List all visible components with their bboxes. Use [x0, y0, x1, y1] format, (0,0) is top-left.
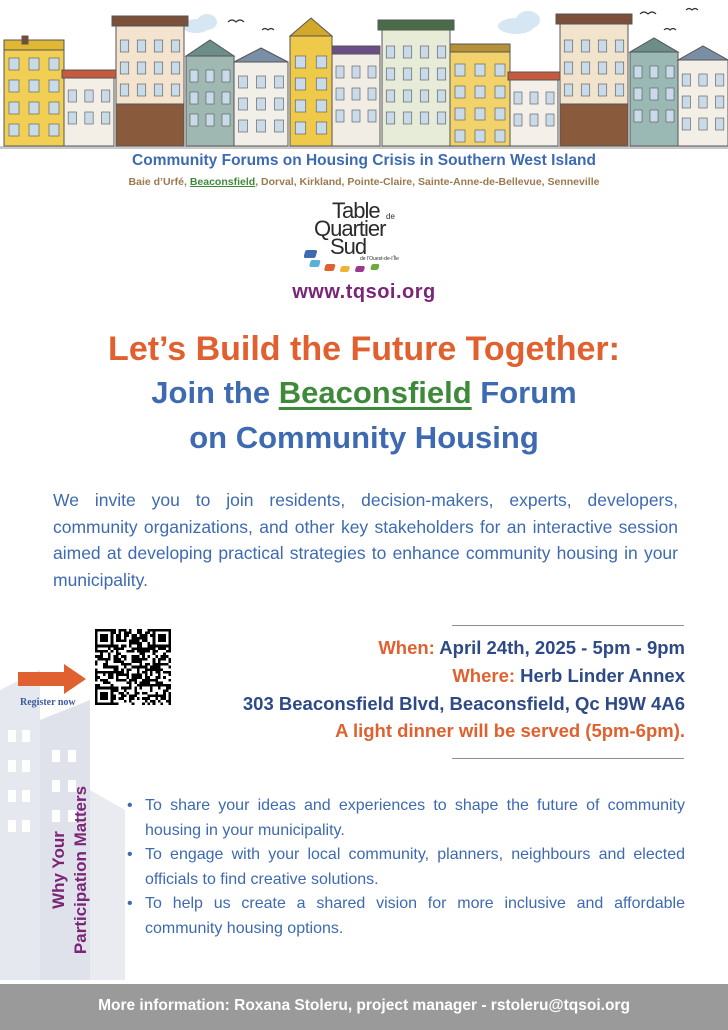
house-window — [455, 108, 465, 120]
house-window — [386, 90, 395, 102]
headline-line-2 — [0, 375, 728, 411]
footer-contact[interactable]: More information: Roxana Stoleru, project manager - rstoleru@tqsoi.org — [98, 997, 630, 1014]
house-window — [455, 64, 465, 76]
house-window — [29, 124, 39, 136]
house-window — [336, 88, 344, 100]
house-window — [581, 40, 590, 52]
house-window — [85, 90, 93, 102]
house-window — [336, 66, 344, 78]
house-window — [222, 114, 230, 126]
house-window — [420, 90, 429, 102]
house-window — [102, 112, 110, 124]
house-window — [352, 88, 360, 100]
house-window — [666, 110, 674, 122]
house-window — [206, 70, 214, 82]
house-window — [68, 90, 76, 102]
event-dinner-note: A light dinner will be served (5pm-6pm). — [335, 720, 685, 741]
house-window — [368, 88, 376, 100]
house-window — [495, 130, 505, 142]
municipalities-after: , Dorval, Kirkland, Pointe-Claire, Sainte-Anne-de-Bellevue, Senneville — [255, 176, 600, 188]
divider-top — [452, 625, 684, 626]
house-window — [368, 66, 376, 78]
event-address: 303 Beaconsfield Blvd, Beaconsfield, Qc H9W 4A6 — [242, 693, 685, 714]
house-window — [634, 88, 642, 100]
house-window — [295, 56, 306, 68]
house-window — [598, 84, 607, 96]
logo-word-table: Table — [332, 198, 380, 223]
house-window — [530, 114, 538, 126]
house-window — [257, 76, 266, 88]
house-window — [495, 108, 505, 120]
house-window — [29, 80, 39, 92]
house-window — [316, 56, 327, 68]
house-window — [403, 90, 412, 102]
where-value: Herb Linder Annex — [515, 665, 685, 686]
headline-beaconsfield: Beaconsfield — [278, 375, 472, 410]
house-window — [581, 84, 590, 96]
house-window — [316, 122, 327, 134]
house-window — [475, 64, 485, 76]
house-window — [682, 96, 690, 108]
house-window — [650, 66, 658, 78]
house-window — [9, 124, 19, 136]
house-window — [386, 46, 395, 58]
house-window — [716, 74, 724, 86]
house-window — [455, 130, 465, 142]
where-label: Where: — [452, 665, 516, 686]
house-window — [239, 76, 248, 88]
house-window — [316, 100, 327, 112]
house-window — [437, 90, 446, 102]
website-link[interactable]: www.tqsoi.org — [292, 281, 436, 303]
municipality-highlight: Beaconsfield — [189, 176, 256, 188]
house-window — [29, 58, 39, 70]
house-window — [455, 86, 465, 98]
house-window — [475, 108, 485, 120]
house-window — [49, 102, 59, 114]
house-window — [49, 80, 59, 92]
when-label: When: — [378, 637, 435, 658]
house-window — [137, 62, 146, 74]
house-window — [682, 118, 690, 130]
house-window — [154, 40, 163, 52]
house-window — [716, 96, 724, 108]
house-window — [475, 130, 485, 142]
house-window — [206, 92, 214, 104]
house-window — [29, 102, 39, 114]
house-window — [190, 114, 198, 126]
house-window — [316, 78, 327, 90]
reasons-list — [125, 794, 685, 941]
house-window — [650, 88, 658, 100]
house-window — [206, 114, 214, 126]
house-window — [137, 40, 146, 52]
house-window — [154, 84, 163, 96]
headline-line-3: on Community Housing — [189, 420, 539, 455]
headline-line-1: Let’s Build the Future Together: — [108, 330, 620, 368]
house-window — [137, 84, 146, 96]
house-window — [239, 98, 248, 110]
house-window — [171, 62, 180, 74]
headline-join: Join the — [151, 375, 279, 410]
house-window — [666, 88, 674, 100]
house-window — [634, 110, 642, 122]
forum-series-title: Community Forums on Housing Crisis in Southern West Island — [132, 152, 596, 169]
house-window — [437, 112, 446, 124]
when-value: April 24th, 2025 - 5pm - 9pm — [434, 637, 685, 658]
house-window — [403, 46, 412, 58]
house-window — [9, 102, 19, 114]
reason-item: • To engage with your local community, planners, neighbours and elected officials to find creative solutions. — [125, 843, 685, 892]
tqsoi-logo — [300, 198, 430, 278]
house-window — [615, 62, 624, 74]
logo-word-sud: Sud — [330, 234, 367, 259]
house-window — [598, 40, 607, 52]
footer-bar — [0, 984, 728, 1030]
house-window — [530, 92, 538, 104]
house-window — [171, 40, 180, 52]
house-window — [49, 58, 59, 70]
house-window — [295, 122, 306, 134]
house-window — [420, 112, 429, 124]
house-window — [68, 112, 76, 124]
house-window — [514, 114, 522, 126]
house-window — [190, 70, 198, 82]
house-window — [514, 92, 522, 104]
house-window — [171, 84, 180, 96]
house-window — [386, 68, 395, 80]
house-window — [222, 92, 230, 104]
house-window — [699, 118, 707, 130]
logo-word-de: de — [386, 212, 395, 221]
house-window — [581, 62, 590, 74]
house-window — [699, 96, 707, 108]
house-window — [403, 68, 412, 80]
house-window — [9, 58, 19, 70]
houses-illustration — [0, 0, 728, 150]
house-window — [120, 62, 129, 74]
municipalities-list — [0, 176, 728, 188]
house-window — [699, 74, 707, 86]
house-window — [120, 84, 129, 96]
event-when — [378, 637, 685, 659]
house-window — [386, 112, 395, 124]
house-window — [475, 86, 485, 98]
why-participation-heading — [40, 778, 100, 968]
reason-item: • To help us create a shared vision for more inclusive and affordable community housing options. — [125, 892, 685, 941]
house-window — [295, 78, 306, 90]
house-window — [598, 62, 607, 74]
house-window — [546, 114, 554, 126]
house-window — [120, 40, 129, 52]
house-window — [275, 76, 284, 88]
house-window — [352, 110, 360, 122]
house-window — [403, 112, 412, 124]
house-window — [634, 66, 642, 78]
house-window — [420, 46, 429, 58]
house-window — [275, 98, 284, 110]
house-window — [239, 120, 248, 132]
house-window — [9, 80, 19, 92]
house-window — [154, 62, 163, 74]
arrow-right-icon — [18, 664, 86, 694]
house-window — [437, 68, 446, 80]
house-window — [615, 84, 624, 96]
house-window — [546, 92, 554, 104]
house-window — [222, 70, 230, 82]
logo-color-dots — [304, 248, 396, 278]
house-window — [682, 74, 690, 86]
house-window — [666, 66, 674, 78]
house-window — [564, 62, 573, 74]
divider-bottom — [452, 758, 684, 759]
house-window — [716, 118, 724, 130]
house-window — [102, 90, 110, 102]
why-line-1: Why Your — [49, 831, 68, 909]
house-window — [295, 100, 306, 112]
why-line-2: Participation Matters — [71, 785, 90, 955]
house-window — [275, 120, 284, 132]
house-window — [650, 110, 658, 122]
qr-code[interactable] — [95, 629, 171, 705]
house-window — [190, 92, 198, 104]
house-window — [257, 120, 266, 132]
register-now-label[interactable]: Register now — [20, 697, 76, 708]
house-window — [420, 68, 429, 80]
house-window — [85, 112, 93, 124]
logo-word-quartier: Quartier — [314, 216, 386, 241]
house-window — [495, 64, 505, 76]
house-window — [257, 98, 266, 110]
logo-tagline: de l’Ouest-de-l’Île — [360, 256, 399, 262]
house-window — [564, 40, 573, 52]
house-window — [615, 40, 624, 52]
house-window — [564, 84, 573, 96]
house-window — [437, 46, 446, 58]
reason-item: • To share your ideas and experiences to shape the future of community housing in your municipality. — [125, 794, 685, 843]
event-where — [452, 665, 685, 687]
invitation-paragraph: We invite you to join residents, decision-makers, experts, developers, community organizations, and other key stakeholders for an interactive session aimed at developing practical strategies to enhance community housing in your municipality. — [53, 490, 678, 590]
house-window — [352, 66, 360, 78]
house-window — [495, 86, 505, 98]
house-window — [336, 110, 344, 122]
house-window — [368, 110, 376, 122]
municipalities-before: Baie d’Urfé, — [128, 176, 190, 188]
headline-forum: Forum — [471, 375, 577, 410]
house-window — [49, 124, 59, 136]
